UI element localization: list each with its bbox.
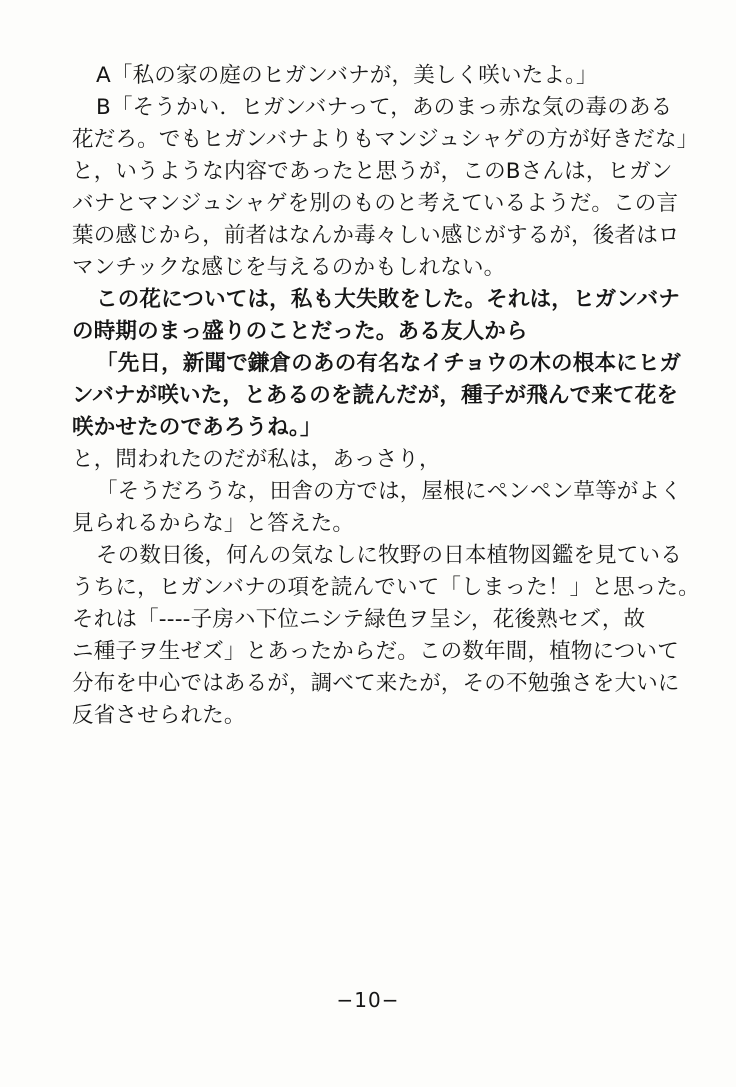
- page-number: −10−: [336, 988, 400, 1012]
- text-line: と，いうような内容であったと思うが，このBさんは，ヒガン: [72, 159, 673, 184]
- text-line: 反省させられた。: [72, 703, 246, 728]
- text-line: 「そうだろうな，田舎の方では，屋根にペンペン草等がよく: [96, 479, 682, 504]
- text-line: 分布を中心ではあるが，調べて来たが，その不勉強さを大いに: [72, 671, 680, 696]
- text-line: うちに，ヒガンバナの項を読んでいて「しまった！」と思った。: [72, 575, 700, 600]
- text-line: 花だろ。でもヒガンバナよりもマンジュシャゲの方が好きだな」: [72, 127, 699, 152]
- text-line: マンチックな感じを与えるのかもしれない。: [72, 255, 506, 280]
- text-line: 見られるからな」と答えた。: [72, 511, 355, 536]
- text-line: この花については，私も大失敗をした。それは，ヒガンバナ: [96, 287, 680, 312]
- text-line: ニ種子ヲ生ゼズ」とあったからだ。この数年間，植物について: [72, 639, 679, 664]
- text-line: と，問われたのだが私は，あっさり，: [72, 447, 441, 472]
- text-line: A「私の家の庭のヒガンバナが，美しく咲いたよ。」: [96, 63, 598, 88]
- body-text: [72, 60, 700, 732]
- text-line: それは「----子房ハ下位ニシテ緑色ヲ呈シ，花後熟セズ，故: [72, 607, 646, 632]
- text-line: バナとマンジュシャゲを別のものと考えているようだ。この言: [72, 191, 679, 216]
- text-line: の時期のまっ盛りのことだった。ある友人から: [72, 319, 528, 344]
- text-line: 葉の感じから，前者はなんか毒々しい感じがするが，後者はロ: [72, 223, 680, 248]
- text-line: 「先日，新聞で鎌倉のあの有名なイチョウの木の根本にヒガ: [96, 351, 682, 376]
- text-line: ンバナが咲いた，とあるのを読んだが，種子が飛んで来て花を: [72, 383, 679, 408]
- text-line: B「そうかい．ヒガンバナって，あのまっ赤な気の毒のある: [96, 95, 673, 120]
- text-line: 咲かせたのであろうね。」: [72, 415, 322, 440]
- text-line: その数日後，何んの気なしに牧野の日本植物図鑑を見ている: [96, 543, 682, 568]
